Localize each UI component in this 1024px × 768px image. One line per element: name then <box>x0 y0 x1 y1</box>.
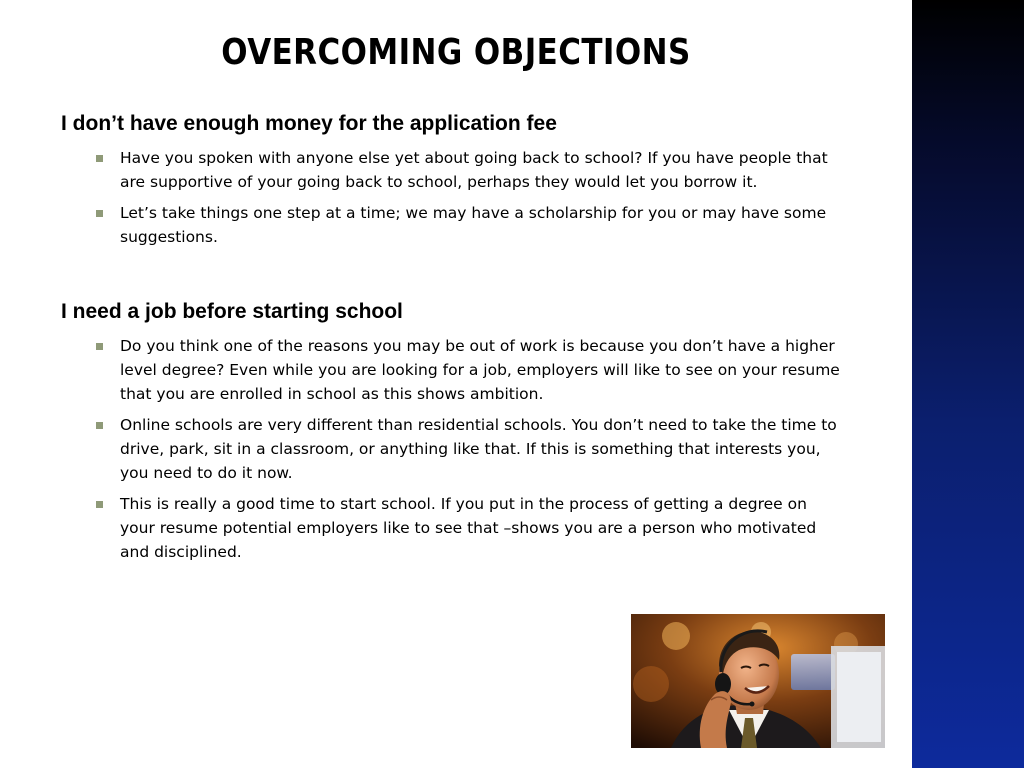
section-heading-job-first: I need a job before starting school <box>61 300 403 323</box>
bullet-item <box>96 492 841 564</box>
bullet-marker-icon <box>96 343 103 350</box>
bullet-item <box>96 334 841 406</box>
bullet-item <box>96 201 841 249</box>
side-gradient-band <box>912 0 1024 768</box>
bullet-marker-icon <box>96 210 103 217</box>
bullet-text: Have you spoken with anyone else yet about going back to school? If you have people that are supportive of your going back to school, perhaps they would let you borrow it. <box>120 149 828 191</box>
section-heading-application-fee: I don’t have enough money for the application fee <box>61 112 557 135</box>
bullet-marker-icon <box>96 422 103 429</box>
photo-man-with-headset <box>631 614 885 748</box>
bullet-text: Online schools are very different than residential schools. You don’t need to take the time to drive, park, sit in a classroom, or anything like that. If this is something that interests you, you need to do it now. <box>120 416 837 482</box>
bullet-text: This is really a good time to start school. If you put in the process of getting a degree on your resume potential employers like to see that –shows you are a person who motivated and disciplined. <box>120 495 817 561</box>
slide-title: OVERCOMING OBJECTIONS <box>221 32 691 73</box>
bullet-text: Do you think one of the reasons you may be out of work is because you don’t have a higher level degree? Even while you are looking for a job, employers will like to see on your resume that you are enrolled in school as this shows ambition. <box>120 337 840 403</box>
bullet-marker-icon <box>96 155 103 162</box>
bullet-text: Let’s take things one step at a time; we may have a scholarship for you or may have some suggestions. <box>120 204 827 246</box>
bullet-item <box>96 146 841 194</box>
bullet-item <box>96 413 841 485</box>
bullet-marker-icon <box>96 501 103 508</box>
